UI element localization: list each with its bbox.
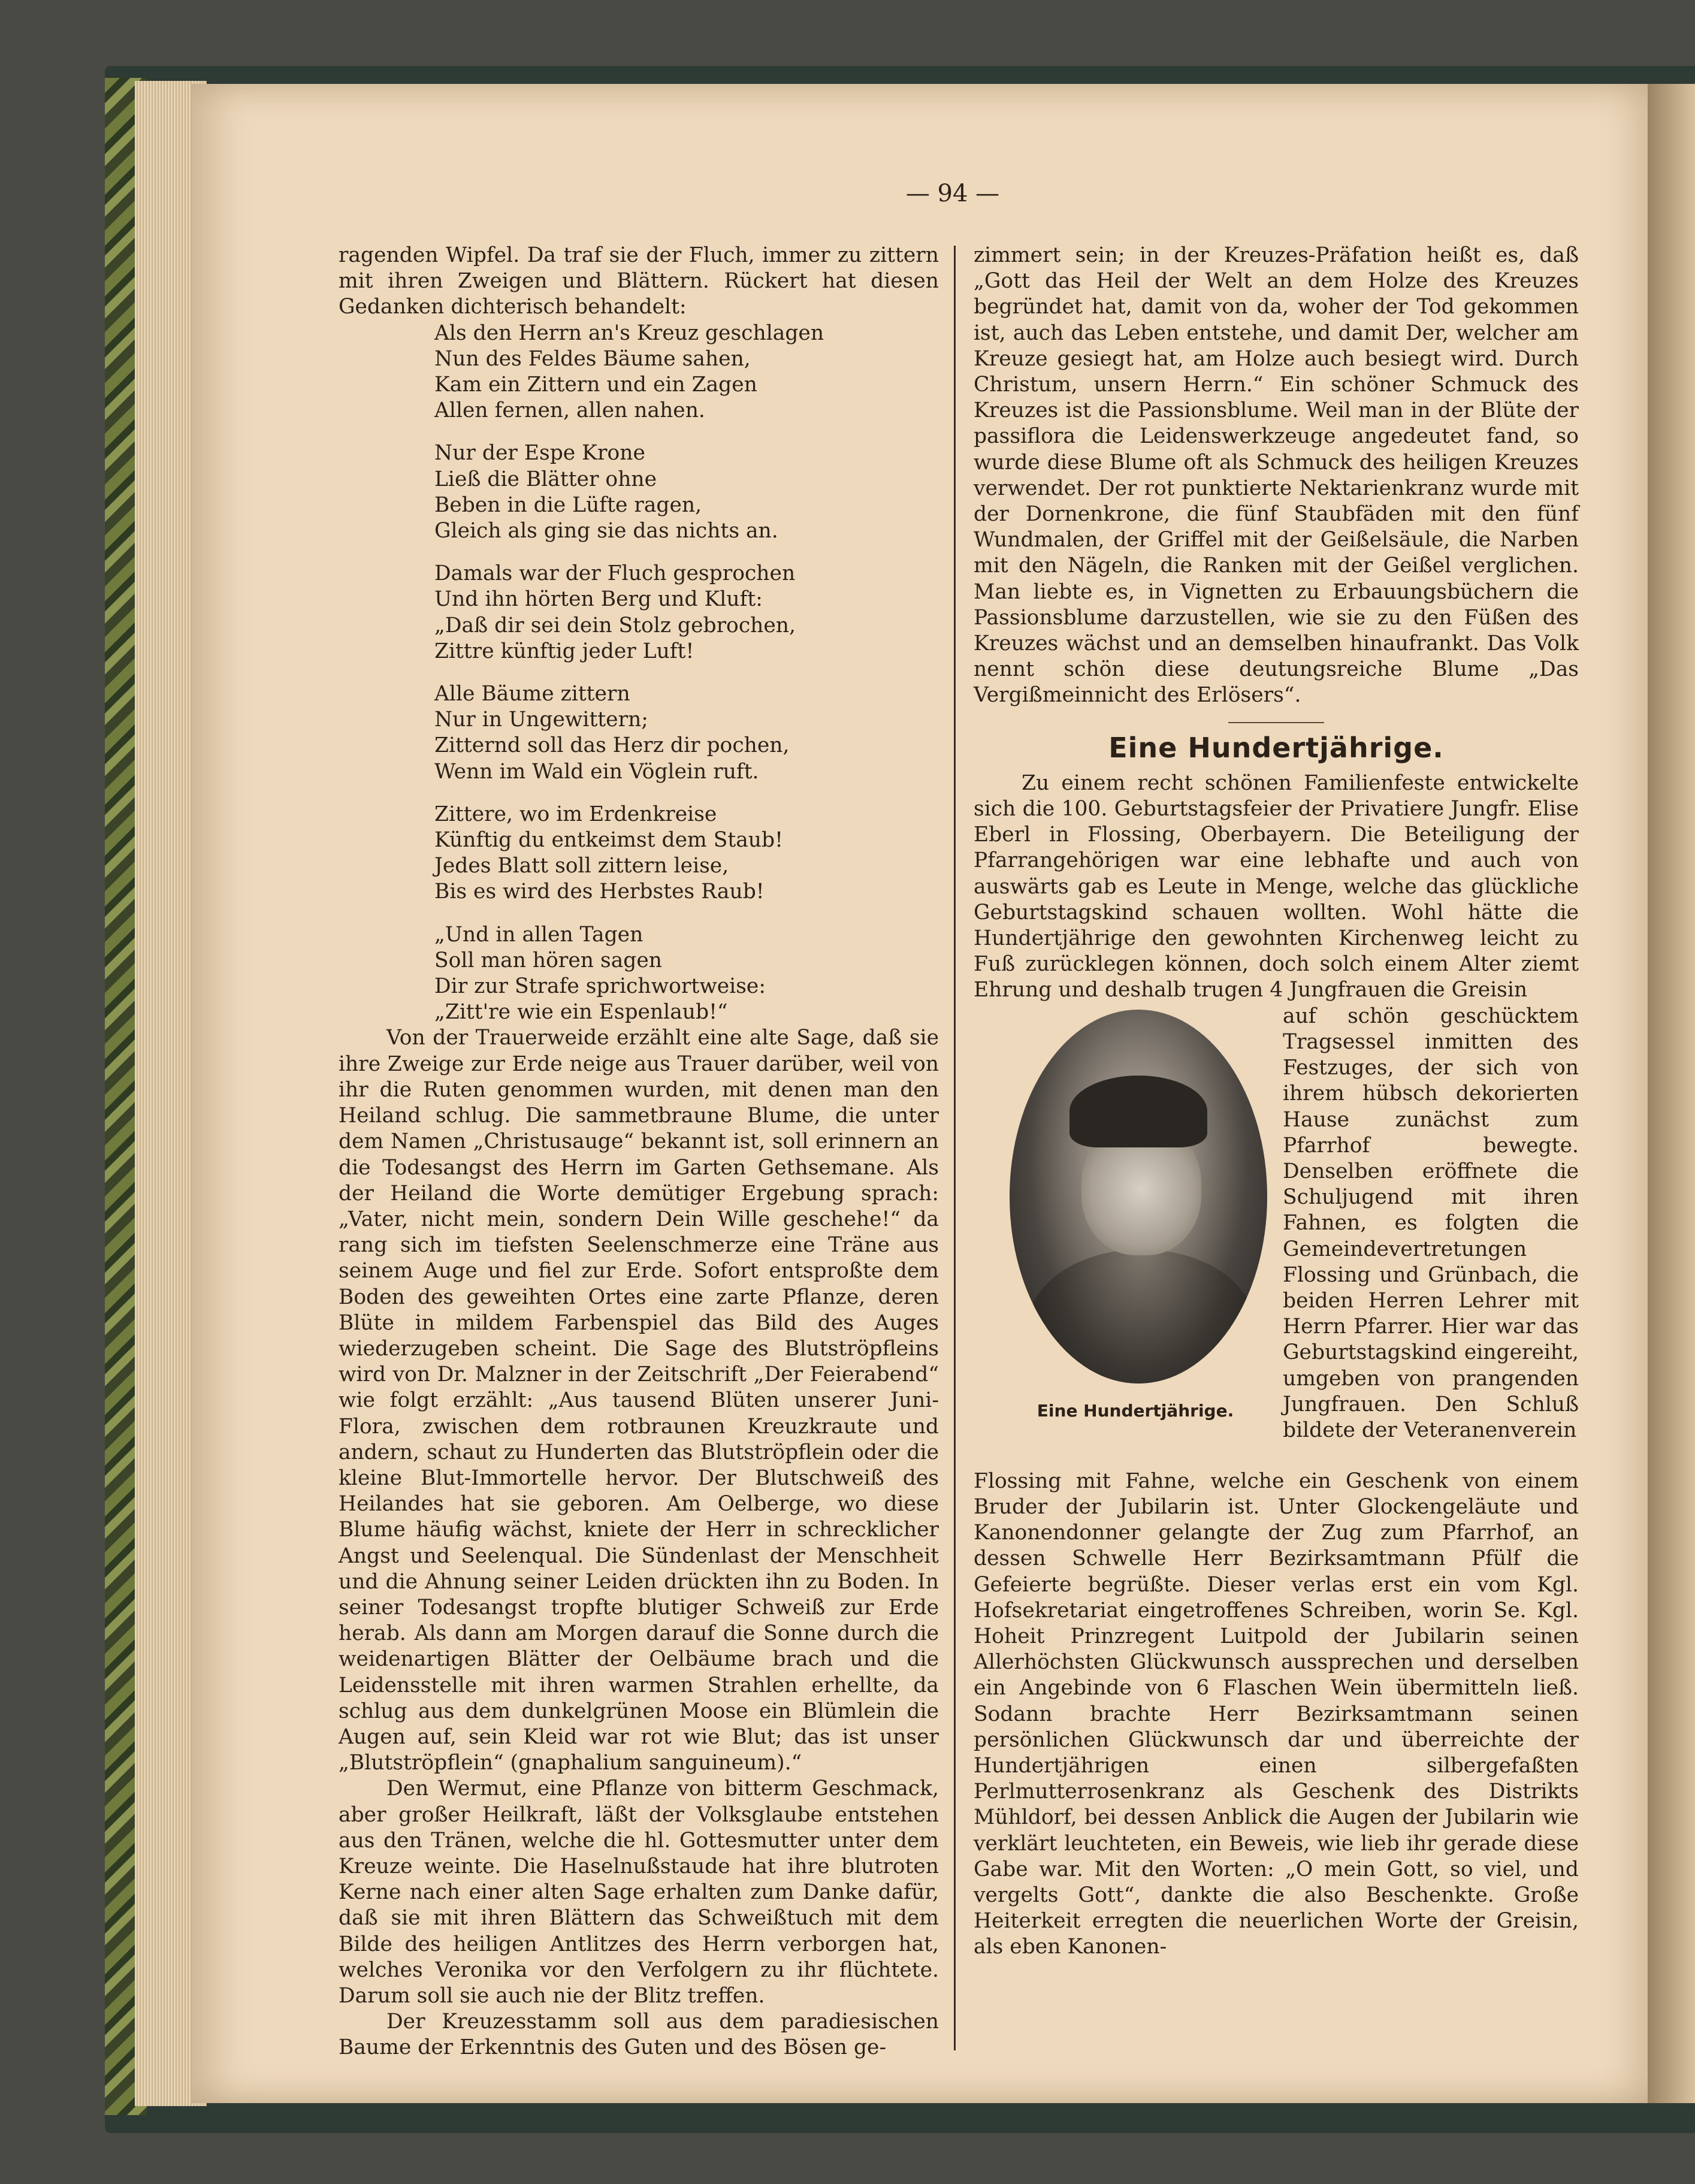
poem-line: Jedes Blatt soll zittern leise,: [434, 854, 729, 878]
poem-line: Künftig du entkeimst dem Staub!: [434, 828, 783, 853]
poem-line: Ließ die Blätter ohne: [434, 467, 657, 491]
column-divider: [954, 246, 956, 2050]
poem-line: Und ihn hörten Berg und Kluft:: [434, 587, 763, 612]
photo-block: [974, 1004, 1579, 1443]
photo-caption: Eine Hundertjährige.: [1037, 1400, 1234, 1421]
poem-line: Zittre künftig jeder Luft!: [434, 639, 694, 663]
poem-line: Zitternd soll das Herz dir pochen,: [434, 733, 790, 758]
paragraph: Zu einem recht schönen Familienfeste entwickelte sich die 100. Geburtstagsfeier der Privatiere Jungfr. Elise Eberl in Flossing, Oberbayern. Die Beteiligung der Pfarrangehörigen war eine lebhafte und auch von auswärts gab es Leute in Menge, welche das glückliche Geburtstagskind schauen wollten. Wohl hätte die Hundertjährige den gewohnten Kirchenweg leicht zu Fuß zurücklegen können, doch solch einem Alter ziemt Ehrung und deshalb trugen 4 Jungfrauen die Greisin: [974, 771, 1579, 1002]
poem-line: Nun des Feldes Bäume sahen,: [434, 346, 751, 371]
poem-line: Als den Herrn an's Kreuz geschlagen: [434, 321, 824, 345]
poem-line: Zittere, wo im Erdenkreise: [434, 802, 717, 826]
poem-line: „Und in allen Tagen: [434, 922, 643, 947]
poem-line: Bis es wird des Herbstes Raub!: [434, 880, 765, 904]
paragraph: Der Kreuzesstamm soll aus dem paradiesischen Baume der Erkenntnis des Guten und des Bösen ge-: [339, 2010, 939, 2060]
portrait-photo: [1010, 1010, 1267, 1383]
left-column: [339, 243, 939, 2061]
poem-line: Kam ein Zittern und ein Zagen: [434, 373, 757, 397]
poem-line: Damals war der Fluch gesprochen: [434, 561, 796, 586]
poem-line: Soll man hören sagen: [434, 948, 662, 972]
poem-line: „Daß dir sei dein Stolz gebrochen,: [434, 613, 796, 638]
intro-paragraph: ragenden Wipfel. Da traf sie der Fluch, immer zu zittern mit ihren Zweigen und Blättern. Rückert hat diesen Gedanken dichterisch behandelt:: [339, 243, 939, 319]
paragraph: auf schön geschücktem Tragsessel inmitten des Festzuges, der sich von ihrem hübsch dekorierten Hause zunächst zum Pfarrhof bewegte. Denselben eröffnete die Schuljugend mit ihren Fahnen, es folgten die Gemeindevertretungen Flossing und Grünbach, die beiden Herren Lehrer mit Herrn Pfarrer. Hier war das Geburtstagskind eingereiht, umgeben von prangenden Jungfrauen. Den Schluß bildete der Veteranenverein: [1283, 1004, 1579, 1442]
poem-line: Wenn im Wald ein Vöglein ruft.: [434, 759, 759, 784]
poem-line: „Zitt're wie ein Espenlaub!“: [434, 1000, 728, 1025]
poem-line: Dir zur Strafe sprichwortweise:: [434, 974, 766, 999]
paragraph: zimmert sein; in der Kreuzes-Präfation heißt es, daß „Gott das Heil der Welt an dem Holze des Kreuzes begründet hat, damit von da, woher der Tod gekommen ist, auch das Leben entstehe, und damit Der, welcher am Kreuze gesiegt hat, am Holze auch besiegt wird. Durch Christum, unsern Herrn.“ Ein schöner Schmuck des Kreuzes ist die Passionsblume. Weil man in der Blüte der passiflora die Leidenswerkzeuge angedeutet fand, so wurde diese Blume oft als Schmuck des heiligen Kreuzes verwendet. Der rot punktierte Nektarienkranz wurde mit der Dornenkrone, die fünf Staubfäden mit den fünf Wundmalen, der Griffel mit der Geißelsäule, die Narben mit den Nägeln, die Ranken mit der Geißel verglichen. Man liebte es, in Vignetten zu Erbauungsbüchern die Passionsblume darzustellen, wie sie zu den Füßen des Kreuzes wächst und an demselben hinaufrankt. Das Volk nennt schön diese deutungsreiche Blume „Das Vergißmeinnicht des Erlösers“.: [974, 243, 1579, 708]
facing-page-edge: [1648, 84, 1695, 2103]
poem-line: Allen fernen, allen nahen.: [434, 398, 705, 423]
poem: [434, 321, 939, 1026]
poem-line: Beben in die Lüfte ragen,: [434, 493, 702, 517]
paragraph: Den Wermut, eine Pflanze von bitterm Geschmack, aber großer Heilkraft, läßt der Volksglaube entstehen aus den Tränen, welche die hl. Gottesmutter unter dem Kreuze weinte. Die Haselnußstaude hat ihre blutroten Kerne nach einer alten Sage erhalten zum Danke dafür, daß sie mit ihren Blättern das Schweißtuch mit dem Bilde des heiligen Antlitzes des Herrn verborgen hat, welches Veronika vor den Verfolgern zu ihr flüchtete. Darum soll sie auch nie der Blitz treffen.: [339, 1777, 939, 2008]
article-heading: Eine Hundertjährige.: [1108, 731, 1444, 764]
portrait-figure: [974, 1004, 1273, 1464]
section-separator: [1228, 722, 1324, 723]
paragraph: Flossing mit Fahne, welche ein Geschenk von einem Bruder der Jubilarin ist. Unter Glockengeläute und Kanonendonner gelangte der Zug zum Pfarrhof, an dessen Schwelle Herr Bezirksamtmann Pfülf die Gefeierte begrüßte. Dieser verlas erst ein vom Kgl. Hofsekretariat eingetroffenes Schreiben, worin Se. Kgl. Hoheit Prinzregent Luitpold der Jubilarin seinen Allerhöchsten Glückwunsch aussprechen und derselben ein Angebinde von 6 Flaschen Wein übermitteln ließ. Sodann brachte Herr Bezirksamtmann seinen persönlichen Glückwunsch dar und überreichte der Hundertjährigen einen silbergefaßten Perlmutterrosenkranz als Geschenk des Distrikts Mühldorf, bei dessen Anblick die Augen der Jubilarin wie verklärt leuchteten, ein Beweis, wie lieb ihr gerade diese Gabe war. Mit den Worten: „O mein Gott, so viel, und vergelts Gott“, dankte die also Beschenkte. Große Heiterkeit erregten die neuerlichen Worte der Greisin, als eben Kanonen-: [974, 1469, 1579, 1959]
paragraph: Von der Trauerweide erzählt eine alte Sage, daß sie ihre Zweige zur Erde neige aus Trauer darüber, weil von ihr die Ruten genommen wurden, mit denen man den Heiland schlug. Die sammetbraune Blume, die unter dem Namen „Christusauge“ bekannt ist, soll erinnern an die Todesangst des Herrn im Garten Gethsemane. Als der Heiland die Worte demütiger Ergebung sprach: „Vater, nicht mein, sondern Dein Wille geschehe!“ da rang sich im tiefsten Seelenschmerze eine Träne aus seinem Auge und fiel zur Erde. Sofort entsproßte dem Boden des geweihten Ortes eine zarte Pflanze, deren Blüte in mildem Farbenspiel das Bild des Auges wiederzugeben scheint. Die Sage des Blutströpfleins wird von Dr. Malzner in der Zeitschrift „Der Feierabend“ wie folgt erzählt: „Aus tausend Blüten unserer Juni-Flora, zwischen dem rotbraunen Kreuzkraute und andern, schaut zu Hunderten das Blutströpflein oder die kleine Blut-Immortelle hervor. Der Blutschweiß des Heilandes hat sie geboren. Am Oelberge, wo diese Blume häufig wächst, kniete der Herr in schrecklicher Angst und Seelenqual. Die Sündenlast der Menschheit und die Ahnung seiner Leiden drückten ihn zu Boden. In seiner Todesangst tropfte blutiger Schweiß zur Erde herab. Als dann am Morgen darauf die Sonne durch die weidenartigen Blätter der Oelbäume brach und die Leidensstelle mit ihren warmen Strahlen erhellte, da schlug aus dem dunkelgrünen Moose ein Blümlein die Augen auf, sein Kleid war rot wie Blut; das ist unser „Blutströpflein“ (gnaphalium sanguineum).“: [339, 1026, 939, 1775]
poem-line: Nur in Ungewittern;: [434, 708, 648, 732]
page-number: — 94 —: [905, 180, 1000, 207]
poem-line: Alle Bäume zittern: [434, 682, 630, 706]
poem-line: Nur der Espe Krone: [434, 441, 645, 466]
right-column: [974, 243, 1579, 1961]
poem-line: Gleich als ging sie das nichts an.: [434, 519, 778, 543]
